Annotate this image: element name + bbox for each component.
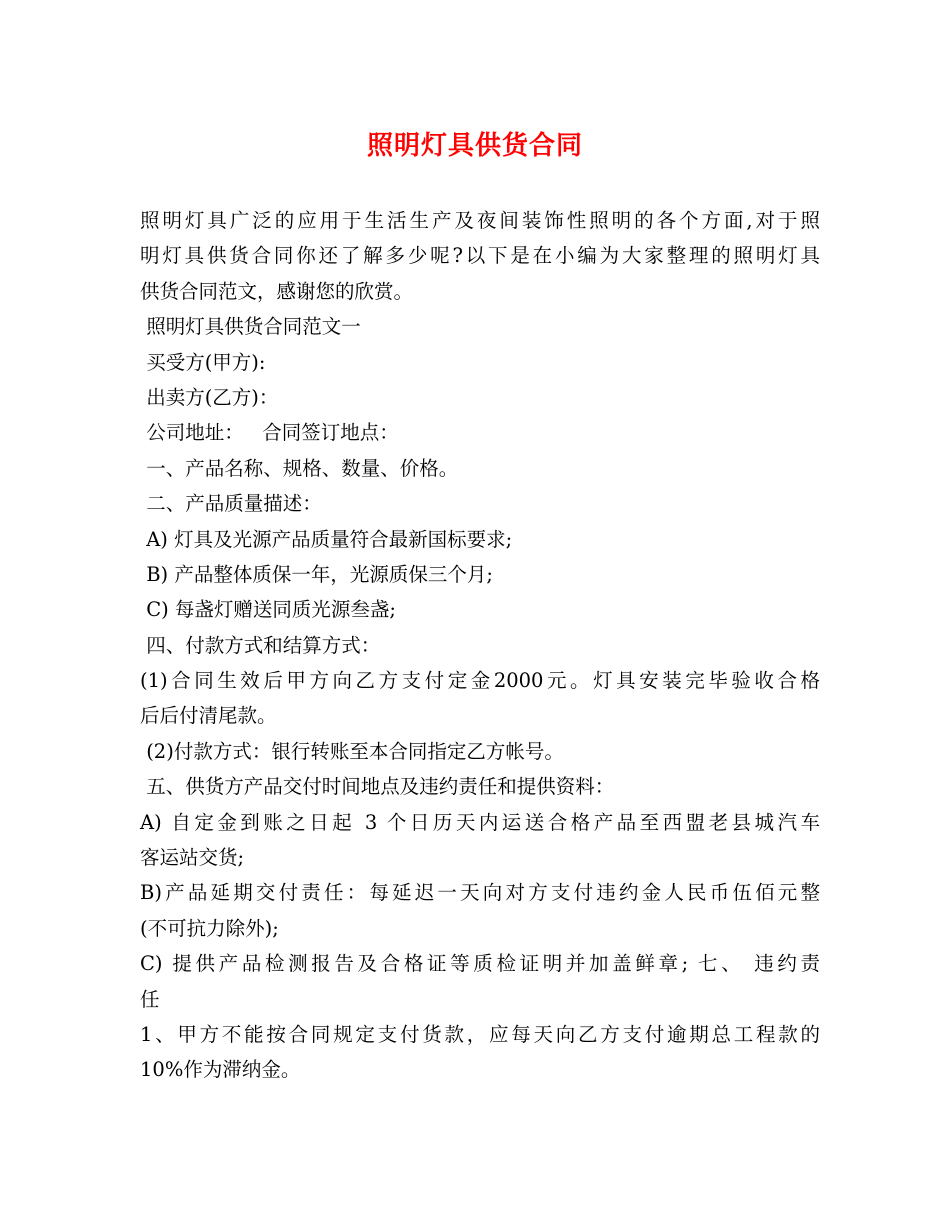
paragraph-line: 10%作为滞纳金。 (140, 1058, 301, 1082)
document-body (140, 203, 820, 1088)
paragraph-line: C) 每盏灯赠送同质光源叁盏; (140, 598, 396, 622)
paragraph-line: B) 产品整体质保一年，光源质保三个月; (140, 562, 493, 586)
document-title: 照明灯具供货合同 (366, 131, 583, 161)
paragraph-line: (2)付款方式：银行转账至本合同指定乙方帐号。 (140, 739, 564, 763)
paragraph-line: 明灯具供货合同你还了解多少呢?以下是在小编为大家整理的照明灯具 (140, 244, 820, 268)
paragraph-line: (不可抗力除外); (140, 916, 279, 940)
paragraph-line: B)产品延期交付责任：每延迟一天向对方支付违约金人民币伍佰元整 (140, 881, 820, 905)
paragraph-line: 1、甲方不能按合同规定支付货款，应每天向乙方支付逾期总工程款的 (140, 1022, 820, 1046)
paragraph-line: 客运站交货; (140, 846, 245, 870)
paragraph-line: 任 (140, 987, 160, 1011)
paragraph-line: 公司地址： 合同签订地点： (140, 421, 399, 445)
paragraph-line: 照明灯具广泛的应用于生活生产及夜间装饰性照明的各个方面,对于照 (140, 209, 820, 232)
paragraph-line: 一、产品名称、规格、数量、价格。 (140, 456, 459, 480)
paragraph-line: C) 提供产品检测报告及合格证等质检证明并加盖鲜章; 七、 违约责 (140, 952, 820, 976)
paragraph-line: 买受方(甲方): (140, 350, 266, 374)
paragraph-line: A) 灯具及光源产品质量符合最新国标要求; (140, 527, 513, 551)
paragraph-line: 供货合同范文，感谢您的欣赏。 (140, 279, 414, 303)
paragraph-line: 二、产品质量描述： (140, 492, 322, 516)
paragraph-line: A) 自定金到账之日起 3 个日历天内运送合格产品至西盟老县城汽车 (140, 810, 820, 834)
paragraph-line: 照明灯具供货合同范文一 (140, 315, 361, 339)
paragraph-line: 四、付款方式和结算方式： (140, 633, 381, 657)
paragraph-line: 出卖方(乙方)： (140, 385, 279, 409)
paragraph-line: 五、供货方产品交付时间地点及违约责任和提供资料： (140, 775, 615, 799)
paragraph-line: (1)合同生效后甲方向乙方支付定金2000元。灯具安装完毕验收合格 (140, 669, 820, 693)
paragraph-line: 后后付清尾款。 (140, 704, 277, 728)
